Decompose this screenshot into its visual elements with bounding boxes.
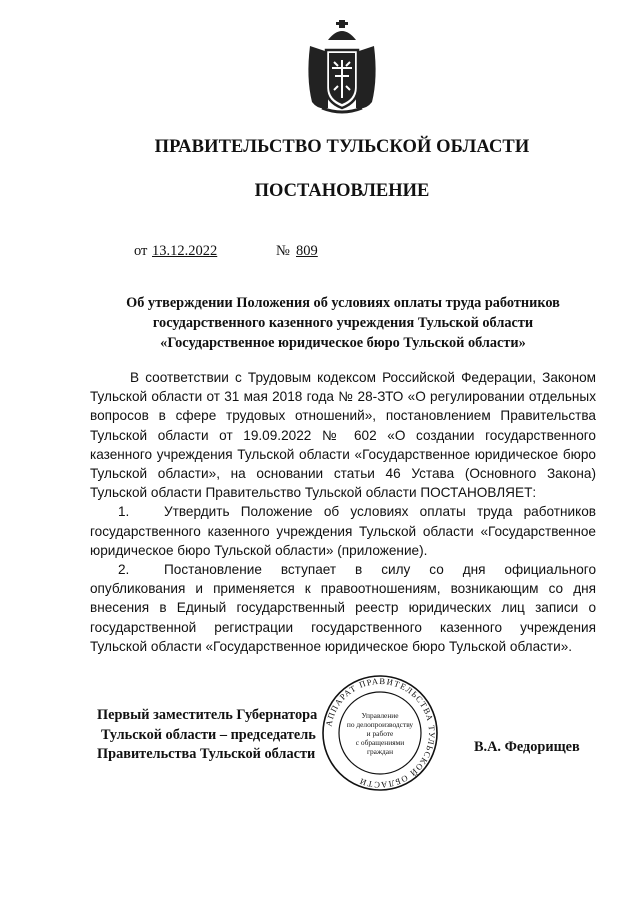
number-prefix: №: [276, 243, 290, 259]
document-date: 13.12.2022: [152, 243, 218, 259]
item-text: Постановление вступает в силу со дня официального опубликования и применяется к правоотношениям, возникающим со дня внесения в Единый государственный реестр юридических лиц записи о государственной регистрации государственного казенного учреждения Тульской области «Государственное юридическое бюро Тульской области».: [90, 562, 596, 654]
item-number: 1.: [118, 504, 130, 520]
item-number: 2.: [118, 562, 130, 578]
document-number: 809: [296, 243, 318, 259]
official-stamp: [314, 674, 446, 792]
date-prefix: от: [134, 243, 148, 259]
stamp-center-line: граждан: [366, 747, 394, 756]
body-text: [90, 368, 596, 656]
list-item: [90, 502, 596, 560]
preamble-paragraph: В соответствии с Трудовым кодексом Российской Федерации, Законом Тульской области от 31 мая 2018 года № 28-ЗТО «О регулировании отдельных вопросов в сфере трудовых отношений», постановлением Правительства Тульской области от 19.09.2022 № 602 «О создании государственного казенного учреждения Тульской области «Государственное юридическое бюро Тульской области», на основании статьи 46 Устава (Основного Закона) Тульской области Правительство Тульской области ПОСТАНОВЛЯЕТ:: [90, 370, 596, 501]
coat-of-arms-icon: [302, 18, 382, 118]
doc-type-title: ПОСТАНОВЛЕНИЕ: [254, 181, 430, 201]
subject-line: «Государственное юридическое бюро Тульской области»: [160, 335, 526, 351]
position-line: Первый заместитель Губернатора: [97, 707, 318, 723]
subject-line: государственного казенного учреждения Тульской области: [152, 315, 534, 331]
stamp-center-line: Управление: [361, 711, 399, 720]
stamp-ring-text: АППАРАТ ПРАВИТЕЛЬСТВА ТУЛЬСКОЙ ОБЛАСТИ: [323, 675, 438, 791]
subject-line: Об утверждении Положения об условиях оплаты труда работников: [126, 295, 560, 311]
subject-title: [90, 293, 596, 353]
position-line: Тульской области – председатель: [101, 726, 316, 743]
org-title: ПРАВИТЕЛЬСТВО ТУЛЬСКОЙ ОБЛАСТИ: [154, 137, 530, 157]
stamp-center-line: с обращениями: [355, 738, 405, 747]
signatory-name: В.А. Федорищев: [474, 739, 580, 755]
stamp-center-line: по делопроизводству: [346, 720, 414, 729]
item-text: Утвердить Положение об условиях оплаты труда работников государственного казенного учреждения Тульской области «Государственное юридическое бюро Тульской области» (приложение).: [90, 504, 596, 558]
list-item: [90, 560, 596, 656]
position-line: Правительства Тульской области: [97, 746, 316, 762]
stamp-center-line: и работе: [366, 729, 394, 738]
